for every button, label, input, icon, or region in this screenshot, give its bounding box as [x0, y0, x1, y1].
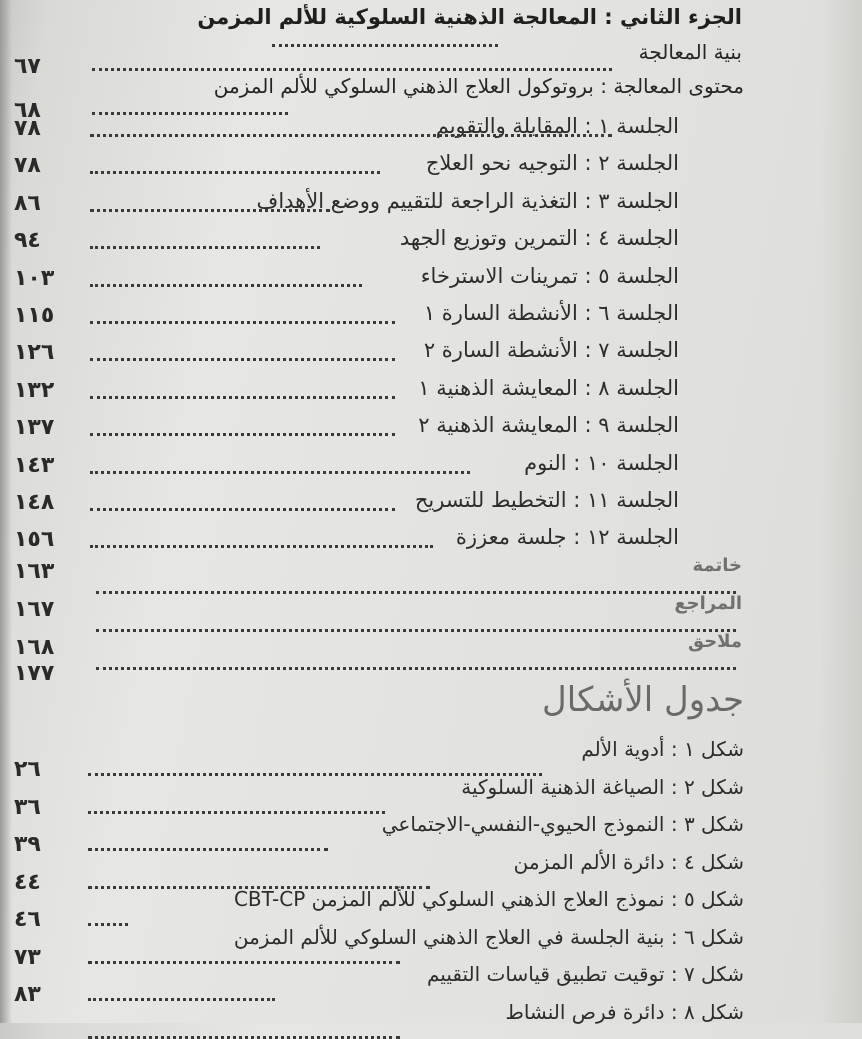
leader-dots	[90, 396, 395, 399]
figure-label: شكل ٤ : دائرة الألم المزمن	[513, 849, 744, 874]
page-number: ٢٦	[14, 757, 41, 782]
entry-label: الجلسة ٧ : الأنشطة السارة ٢	[423, 338, 679, 363]
figure-label: شكل ٣ : النموذج الحيوي-النفسي-الاجتماعي	[381, 812, 744, 836]
entry-label: الجلسة ٤ : التمرين وتوزيع الجهد	[399, 226, 679, 251]
leader-dots	[90, 358, 395, 361]
toc-row-back-matter	[0, 555, 862, 591]
toc-row-session	[0, 224, 862, 260]
page-number: ١٢٦	[14, 340, 55, 366]
part-two-title: الجزء الثاني : المعالجة الذهنية السلوكية للألم المزمن	[197, 5, 742, 29]
toc-row-session	[0, 374, 862, 410]
page-number: ١١٥	[14, 303, 55, 328]
page-number: ١٤٨	[14, 490, 55, 515]
entry-label: الجلسة ٩ : المعايشة الذهنية ٢	[418, 413, 679, 438]
figure-label: شكل ٥ : نموذج العلاج الذهني السلوكي للألم المزمن CBT-CP	[233, 887, 744, 911]
page-number: ١٦٣	[14, 559, 55, 584]
toc-row-session	[0, 486, 862, 522]
toc-row-figure	[0, 810, 862, 857]
page-number: ٦٧	[14, 54, 41, 79]
leader-dots	[90, 433, 395, 436]
toc-row-session	[0, 187, 862, 223]
page-number: ١٧٧	[14, 661, 55, 686]
page-number: ١٦٧	[14, 597, 55, 622]
entry-label: الجلسة ١٢ : جلسة معززة	[455, 525, 679, 550]
toc-row-figure	[0, 923, 862, 970]
content-label: محتوى المعالجة : بروتوكول العلاج الذهني السلوكي للألم المزمن	[213, 74, 744, 98]
toc-row-session	[0, 411, 862, 447]
entry-label: الجلسة ٢ : التوجيه نحو العلاج	[425, 151, 679, 176]
leader-dots	[90, 471, 470, 474]
back-matter-label: ملاحق	[687, 631, 742, 652]
entry-label: الجلسة ٥ : تمرينات الاسترخاء	[420, 263, 679, 288]
figure-label: شكل ١ : أدوية الألم	[581, 737, 744, 761]
page-number: ٩٤	[14, 228, 41, 254]
leader-dots	[90, 321, 395, 324]
entry-label: الجلسة ١١ : التخطيط للتسريح	[414, 488, 679, 512]
leader-dots	[92, 68, 612, 71]
leader-dots	[88, 1036, 400, 1039]
figure-label: شكل ٧ : توقيت تطبيق قياسات التقييم	[427, 962, 744, 986]
leader-dots	[90, 134, 612, 137]
leader-dots	[90, 284, 362, 287]
leader-dots	[90, 545, 433, 548]
figure-label: شكل ٢ : الصياغة الذهنية السلوكية	[461, 774, 744, 799]
page-number: ٣٩	[14, 832, 41, 857]
leader-dots	[90, 508, 395, 511]
page-number: ٨٣	[14, 982, 41, 1007]
entry-label: الجلسة ٦ : الأنشطة السارة ١	[423, 301, 679, 325]
toc-row-figure	[0, 960, 862, 1007]
toc-row-session	[0, 449, 862, 485]
entry-label: الجلسة ١٠ : النوم	[524, 450, 679, 475]
leader-dots	[90, 209, 330, 212]
toc-row-figure	[0, 998, 862, 1034]
figure-label: شكل ٨ : دائرة فرص النشاط	[505, 999, 744, 1024]
leader-dots	[90, 171, 380, 174]
part-title-leader	[272, 44, 498, 47]
entry-label: الجلسة ٣ : التغذية الراجعة للتقييم ووضع الأهداف	[256, 188, 679, 213]
page-number: ١٣٢	[14, 377, 55, 403]
toc-row-session	[0, 299, 862, 335]
toc-row-session	[0, 336, 862, 372]
page-number: ٨٦	[14, 190, 41, 216]
page-number: ١٣٧	[14, 415, 55, 441]
page-number: ١٥٦	[14, 527, 55, 553]
page-number: ٧٨	[14, 116, 41, 141]
toc-row-session	[0, 262, 862, 298]
back-matter-label: المراجع	[674, 593, 742, 614]
entry-label: الجلسة ١ : المقابلة والتقويم	[435, 114, 679, 138]
page-number: ٧٣	[14, 944, 41, 970]
entry-label: الجلسة ٨ : المعايشة الذهنية ١	[418, 375, 679, 400]
page-number: ٤٦	[14, 907, 41, 932]
page-number: ١٠٣	[14, 265, 55, 291]
toc-row-figure	[0, 848, 862, 895]
page-number: ٤٤	[14, 869, 41, 895]
toc-row-back-matter	[0, 593, 862, 629]
page-number: ١٦٨	[14, 635, 55, 660]
toc-row-figure	[0, 773, 862, 820]
toc-row-session	[0, 523, 862, 559]
figures-heading: جدول الأشكال	[542, 680, 744, 720]
page-number: ٦٨	[14, 98, 41, 123]
toc-row-session	[0, 149, 862, 185]
toc-row-figure	[0, 885, 862, 932]
toc-row-figure	[0, 735, 862, 782]
figure-label: شكل ٦ : بنية الجلسة في العلاج الذهني السلوكي للألم المزمن	[233, 924, 744, 949]
structure-label: بنية المعالجة	[638, 40, 742, 64]
leader-dots	[90, 246, 320, 249]
page-number: ٣٦	[14, 794, 41, 820]
page-number: ٧٨	[14, 153, 41, 179]
back-matter-label: خاتمة	[692, 555, 742, 576]
page-number: ١٤٣	[14, 452, 55, 478]
toc-row-session	[0, 112, 862, 148]
